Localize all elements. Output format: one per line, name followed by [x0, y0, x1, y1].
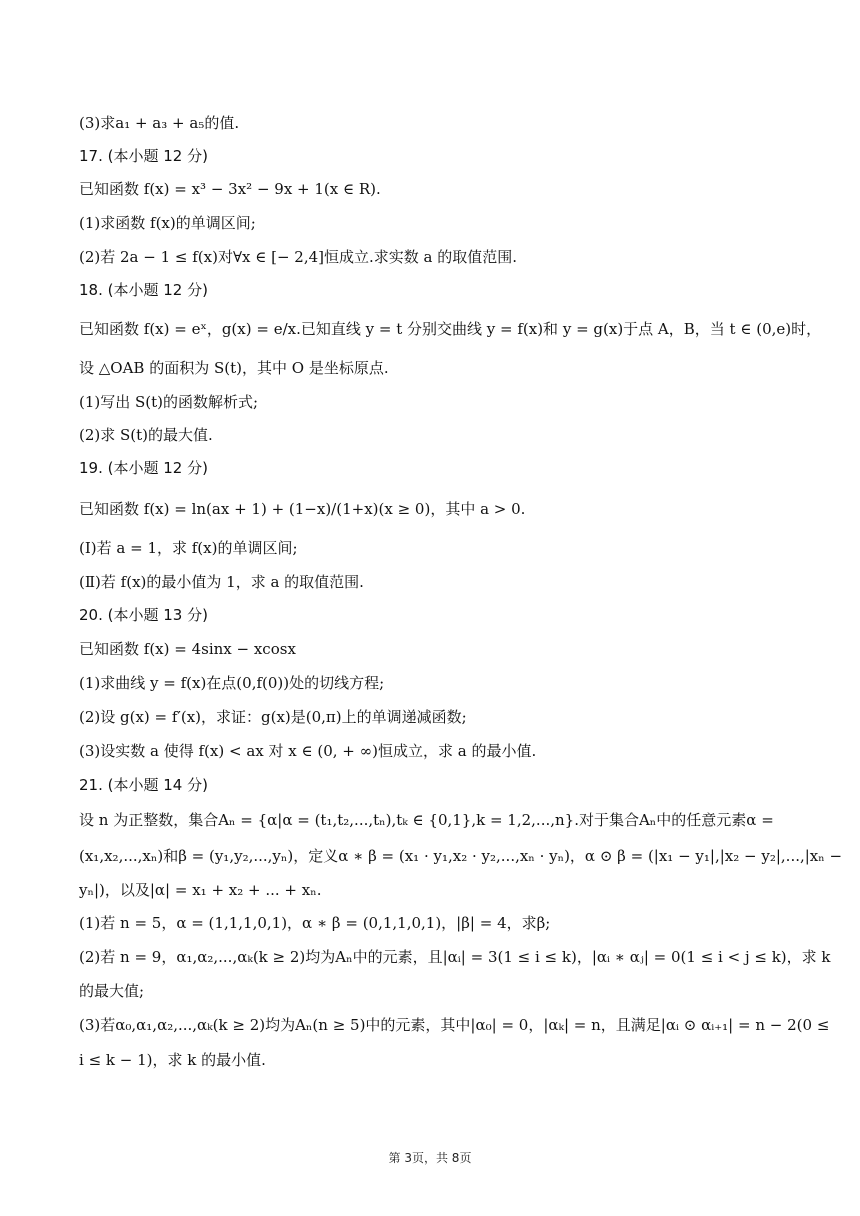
q20-part1: (1)求曲线 y = f(x)在点(0,f(0))处的切线方程;	[79, 674, 385, 692]
q18-heading: 18. (本小题 12 分)	[79, 281, 208, 299]
q21-part2-line1: (2)若 n = 9，α₁,α₂,...,αₖ(k ≥ 2)均为Aₙ中的元素，且|αᵢ| = 3(1 ≤ i ≤ k)，|αᵢ ∗ αⱼ| = 0(1 ≤ i < j ≤ k)，求 k	[79, 948, 831, 966]
q20-stem: 已知函数 f(x) = 4sinx − xcosx	[79, 640, 296, 658]
q19-heading: 19. (本小题 12 分)	[79, 459, 208, 477]
q20-part3: (3)设实数 a 使得 f(x) < ax 对 x ∈ (0, + ∞)恒成立，求 a 的最小值.	[79, 742, 537, 760]
q17-part1: (1)求函数 f(x)的单调区间;	[79, 214, 256, 232]
q21-part3-line2: i ≤ k − 1)，求 k 的最小值.	[79, 1051, 266, 1069]
q18-stem-line2: 设 △OAB 的面积为 S(t)，其中 O 是坐标原点.	[79, 359, 389, 377]
q17-heading: 17. (本小题 12 分)	[79, 147, 208, 165]
q19-stem: 已知函数 f(x) = ln(ax + 1) + (1−x)/(1+x)(x ≥ 0)，其中 a > 0.	[79, 500, 526, 518]
q18-part2: (2)求 S(t)的最大值.	[79, 426, 213, 444]
q18-part1: (1)写出 S(t)的函数解析式;	[79, 393, 259, 411]
q18-stem-line1: 已知函数 f(x) = eˣ，g(x) = e/x.已知直线 y = t 分别交曲线 y = f(x)和 y = g(x)于点 A，B，当 t ∈ (0,e)时，	[79, 320, 822, 338]
q21-part1: (1)若 n = 5，α = (1,1,1,0,1)，α ∗ β = (0,1,1,0,1)，|β| = 4，求β;	[79, 914, 551, 932]
page-footer: 第 3页，共 8页	[388, 1151, 472, 1165]
q21-part3-line1: (3)若α₀,α₁,α₂,...,αₖ(k ≥ 2)均为Aₙ(n ≥ 5)中的元素，其中|α₀| = 0，|αₖ| = n，且满足|αᵢ ⊙ αᵢ₊₁| = n − 2(0 ≤	[79, 1016, 830, 1034]
q17-part2: (2)若 2a − 1 ≤ f(x)对∀x ∈ [− 2,4]恒成立.求实数 a 的取值范围.	[79, 248, 518, 266]
q17-stem: 已知函数 f(x) = x³ − 3x² − 9x + 1(x ∈ R).	[79, 180, 381, 198]
q16-part3: (3)求a₁ + a₃ + a₅的值.	[79, 114, 240, 132]
q19-part2: (Ⅱ)若 f(x)的最小值为 1，求 a 的取值范围.	[79, 573, 364, 591]
q20-heading: 20. (本小题 13 分)	[79, 606, 208, 624]
q21-part2-line2: 的最大值;	[79, 982, 145, 1000]
q21-stem-line1: 设 n 为正整数，集合Aₙ = {α|α = (t₁,t₂,...,tₙ),tₖ ∈ {0,1},k = 1,2,...,n}.对于集合Aₙ中的任意元素α =	[79, 811, 774, 829]
q19-part1: (Ⅰ)若 a = 1，求 f(x)的单调区间;	[79, 539, 298, 557]
q21-heading: 21. (本小题 14 分)	[79, 776, 208, 794]
q20-part2: (2)设 g(x) = f′(x)，求证：g(x)是(0,π)上的单调递减函数;	[79, 708, 467, 726]
q21-stem-line2: (x₁,x₂,...,xₙ)和β = (y₁,y₂,...,yₙ)，定义α ∗ β = (x₁ · y₁,x₂ · y₂,...,xₙ · yₙ)，α ⊙ β = (|x₁ − y₁|,|x₂ − y₂|,...,|xₙ −	[79, 847, 843, 865]
q21-stem-line3: yₙ|)，以及|α| = x₁ + x₂ + ... + xₙ.	[79, 881, 322, 899]
